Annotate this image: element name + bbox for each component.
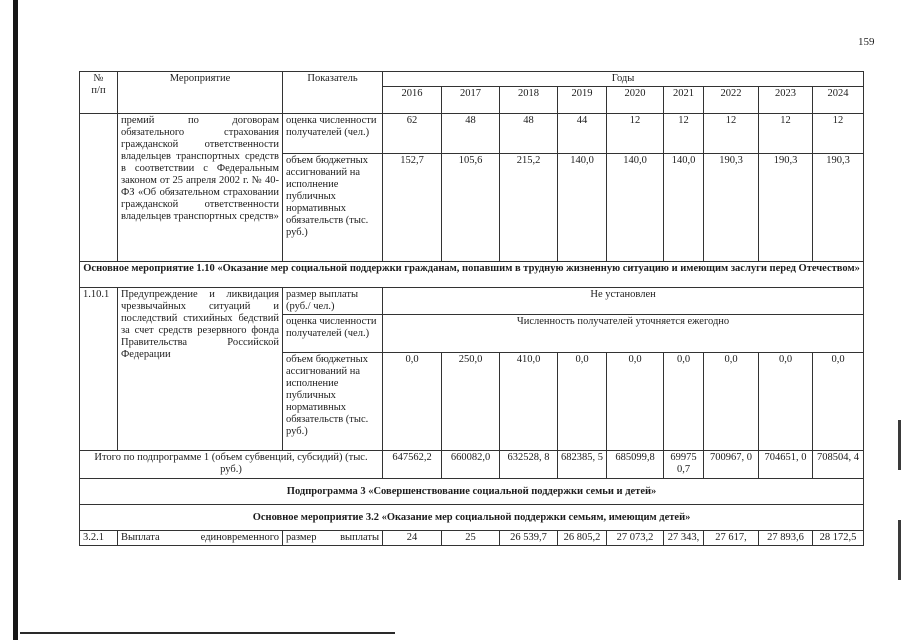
total-value: 682385, 5 <box>558 451 607 479</box>
value-cell: 27 617, <box>704 531 759 546</box>
value-cell: 140,0 <box>607 154 664 262</box>
year-cell: 2017 <box>442 87 500 114</box>
event-cell: Выплата единовременного <box>118 531 283 546</box>
num-cell <box>80 114 118 262</box>
year-cell: 2023 <box>759 87 813 114</box>
year-cell: 2019 <box>558 87 607 114</box>
value-cell: 12 <box>759 114 813 154</box>
num-cell: 3.2.1 <box>80 531 118 546</box>
total-value: 647562,2 <box>383 451 442 479</box>
total-value: 704651, 0 <box>759 451 813 479</box>
value-cell: 25 <box>442 531 500 546</box>
scan-edge-bar <box>13 0 18 640</box>
total-label: Итого по подпрограмме 1 (объем субвенций, субсидий) (тыс. руб.) <box>80 451 383 479</box>
value-cell: 190,3 <box>759 154 813 262</box>
value-cell: 62 <box>383 114 442 154</box>
value-cell: 410,0 <box>500 353 558 451</box>
subprogram-3-title: Подпрограмма 3 «Совершенствование социальной поддержки семьи и детей» <box>80 479 864 505</box>
value-cell: 12 <box>607 114 664 154</box>
header-event: Мероприятие <box>118 72 283 114</box>
total-value: 700967, 0 <box>704 451 759 479</box>
value-cell: 26 539,7 <box>500 531 558 546</box>
value-cell: 215,2 <box>500 154 558 262</box>
indicator-cell: размер выплаты (руб./ чел.) <box>283 288 383 315</box>
section-row <box>80 479 864 505</box>
value-cell: 28 172,5 <box>813 531 864 546</box>
value-cell: 140,0 <box>664 154 704 262</box>
value-cell: 12 <box>664 114 704 154</box>
value-cell: 12 <box>813 114 864 154</box>
total-value: 69975 0,7 <box>664 451 704 479</box>
header-row <box>80 72 864 87</box>
value-cell: 250,0 <box>442 353 500 451</box>
value-cell: 27 893,6 <box>759 531 813 546</box>
value-cell: 190,3 <box>813 154 864 262</box>
bottom-rule <box>20 632 395 634</box>
header-indicator: Показатель <box>283 72 383 114</box>
value-cell: 152,7 <box>383 154 442 262</box>
total-value: 685099,8 <box>607 451 664 479</box>
value-cell: 140,0 <box>558 154 607 262</box>
value-cell: 24 <box>383 531 442 546</box>
header-num-cell <box>80 72 118 114</box>
event-cell: Предупреждение и ликвидация чрезвычайных ситуаций и последствий стихийных бедствий за счет средств резервного фонда Правительства Российской Федерации <box>118 288 283 451</box>
section-title-3-2: Основное мероприятие 3.2 «Оказание мер социальной поддержки семьям, имеющим детей» <box>80 505 864 531</box>
year-cell: 2020 <box>607 87 664 114</box>
total-row <box>80 451 864 479</box>
year-cell: 2016 <box>383 87 442 114</box>
value-cell: 48 <box>442 114 500 154</box>
year-cell: 2024 <box>813 87 864 114</box>
value-cell: 190,3 <box>704 154 759 262</box>
table-row <box>80 288 864 315</box>
table-row <box>80 531 864 546</box>
total-value: 660082,0 <box>442 451 500 479</box>
page-number: 159 <box>858 36 875 48</box>
value-cell: 0,0 <box>607 353 664 451</box>
value-cell: 0,0 <box>383 353 442 451</box>
total-value: 632528, 8 <box>500 451 558 479</box>
value-cell: 26 805,2 <box>558 531 607 546</box>
value-cell: 105,6 <box>442 154 500 262</box>
data-table <box>79 71 864 546</box>
section-row <box>80 505 864 531</box>
year-cell: 2021 <box>664 87 704 114</box>
scan-speck <box>898 420 901 470</box>
header-years: Годы <box>383 72 864 87</box>
note-cell: Не установлен <box>383 288 864 315</box>
indicator-cell: оценка численности получателей (чел.) <box>283 315 383 353</box>
value-cell: 0,0 <box>558 353 607 451</box>
year-cell: 2018 <box>500 87 558 114</box>
value-cell: 44 <box>558 114 607 154</box>
indicator-cell: объем бюджетных ассигнований на исполнение публичных нормативных обязательств (тыс. руб.) <box>283 154 383 262</box>
section-title-1-10: Основное мероприятие 1.10 «Оказание мер социальной поддержки гражданам, попавшим в трудную жизненную ситуацию и имеющим заслуги перед Отечеством» <box>80 262 864 288</box>
total-value: 708504, 4 <box>813 451 864 479</box>
header-num-sub: п/п <box>91 85 106 96</box>
value-cell: 12 <box>704 114 759 154</box>
num-cell: 1.10.1 <box>80 288 118 451</box>
indicator-cell: размер выплаты <box>283 531 383 546</box>
indicator-cell: оценка численности получателей (чел.) <box>283 114 383 154</box>
value-cell: 0,0 <box>664 353 704 451</box>
value-cell: 0,0 <box>813 353 864 451</box>
value-cell: 0,0 <box>704 353 759 451</box>
value-cell: 48 <box>500 114 558 154</box>
note-cell: Численность получателей уточняется ежегодно <box>383 315 864 353</box>
indicator-cell: объем бюджетных ассигнований на исполнение публичных нормативных обязательств (тыс. руб.) <box>283 353 383 451</box>
value-cell: 27 073,2 <box>607 531 664 546</box>
value-cell: 0,0 <box>759 353 813 451</box>
scan-speck <box>898 520 901 580</box>
table-row <box>80 114 864 154</box>
section-row <box>80 262 864 288</box>
value-cell: 27 343, <box>664 531 704 546</box>
year-cell: 2022 <box>704 87 759 114</box>
event-cell: премий по договорам обязательного страхования гражданской ответственности владельцев транспортных средств в соответствии с Федеральным законом от 25 апреля 2002 г. № 40-ФЗ «Об обязательном страховании гражданской ответственности владельцев транспортных средств» <box>118 114 283 262</box>
header-num-label: № <box>93 73 104 84</box>
